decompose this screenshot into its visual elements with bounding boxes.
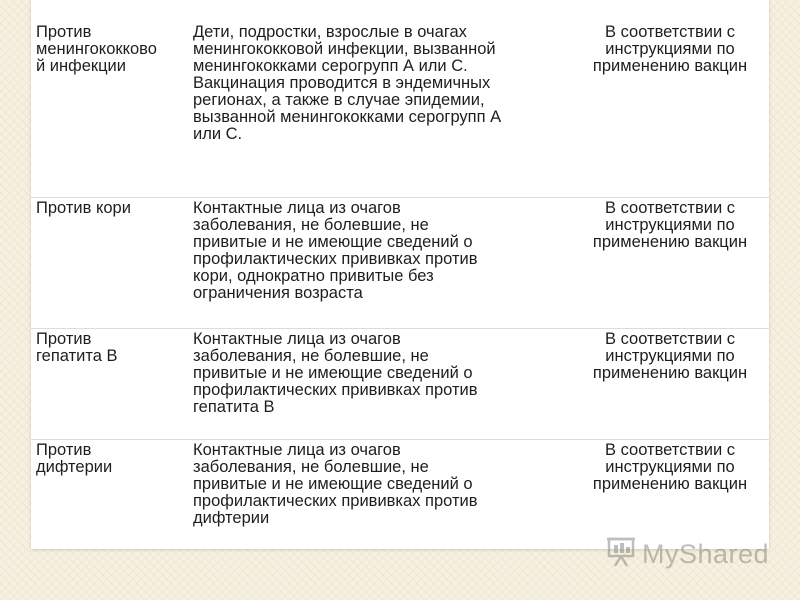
disease-cell: Против кори (36, 199, 131, 217)
watermark-text: MyShared (642, 538, 770, 569)
presentation-board-icon (606, 536, 636, 573)
table-row (31, 328, 769, 440)
target-group-cell: Контактные лица из очагов заболевания, не болевшие, не привитые и не имеющие сведений о профилактических прививках против кори, однократно привитые без ограничения возраста (193, 199, 478, 302)
target-group-cell: Контактные лица из очагов заболевания, не болевшие, не привитые и не имеющие сведений о профилактических прививках против дифтерии (193, 441, 478, 527)
disease-cell: Против дифтерии (36, 441, 113, 476)
table-row (31, 197, 769, 329)
schedule-cell: В соответствии с инструкциями по применению вакцин (592, 330, 748, 382)
vaccination-table (31, 0, 769, 549)
disease-cell: Против гепатита В (36, 330, 118, 365)
schedule-cell: В соответствии с инструкциями по применению вакцин (592, 199, 748, 251)
target-group-cell: Контактные лица из очагов заболевания, не болевшие, не привитые и не имеющие сведений о профилактических прививках против гепатита В (193, 330, 478, 416)
disease-cell: Против менингококково й инфекции (36, 23, 157, 75)
schedule-cell: В соответствии с инструкциями по применению вакцин (592, 23, 748, 75)
table-row (31, 0, 769, 196)
target-group-cell: Дети, подростки, взрослые в очагах менингококковой инфекции, вызванной менингококками серогрупп А или С. Вакцинация проводится в эндемичных регионах, а также в случае эпидемии, вызванной менингококками серогрупп А или С. (193, 23, 502, 143)
myshared-watermark (606, 534, 769, 574)
schedule-cell: В соответствии с инструкциями по применению вакцин (592, 441, 748, 493)
